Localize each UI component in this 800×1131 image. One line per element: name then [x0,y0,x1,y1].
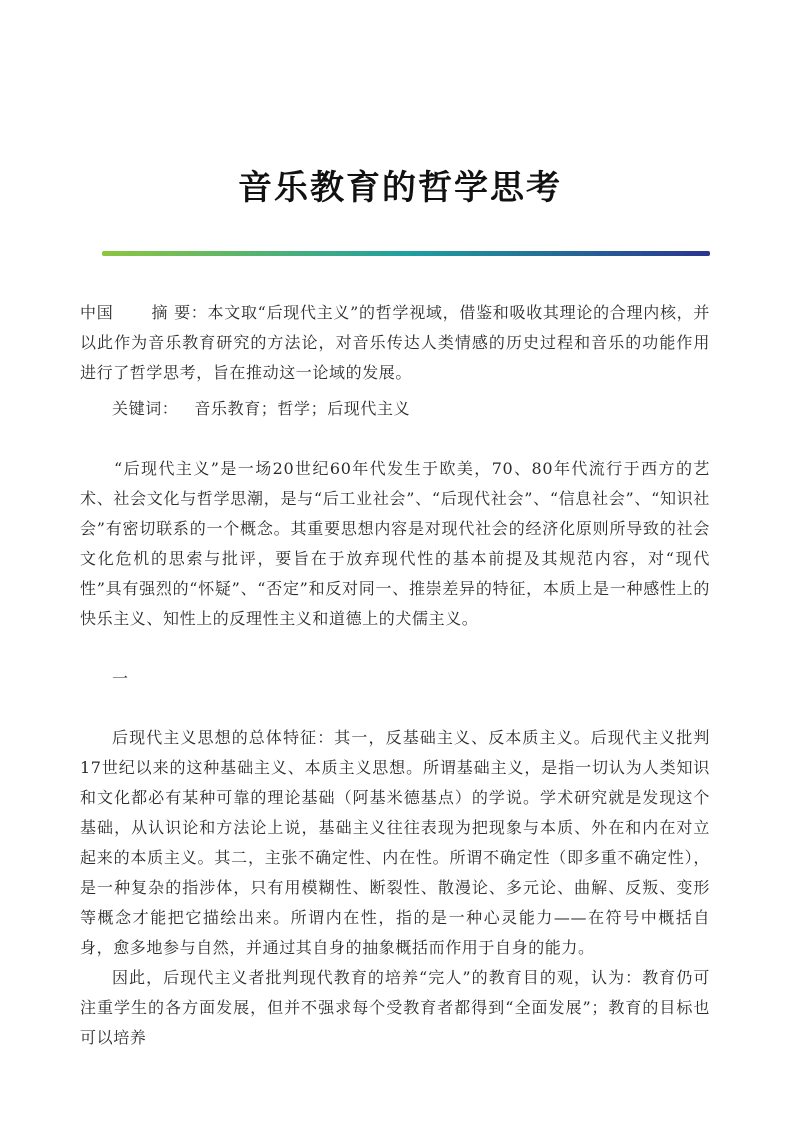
keywords-value: 音乐教育；哲学；后现代主义 [194,399,411,418]
document-title: 音乐教育的哲学思考 [238,168,562,208]
section-paragraph: 后现代主义思想的总体特征：其一，反基础主义、反本质主义。后现代主义批判17世纪以来的这种基础主义、本质主义思想。所谓基础主义，是指一切认为人类知识和文化都必有某种可靠的理论基础（阿基米德基点）的学说。学术研究就是发现这个基础，从认识论和方法论上说，基础主义往往表现为把现象与本质、外在和内在对立起来的本质主义。其二，主张不确定性、内在性。所谓不确定性（即多重不确定性），是一种复杂的指涉体，只有用模糊性、断裂性、散漫论、多元论、曲解、反叛、变形等概念才能把它描绘出来。所谓内在性，指的是一种心灵能力——在符号中概括自身，愈多地参与自然，并通过其自身的抽象概括而作用于自身的能力。 [80,728,710,957]
abstract [80,298,710,388]
keywords [112,394,410,424]
section-paragraph: 因此，后现代主义者批判现代教育的培养“完人”的教育目的观，认为：教育仍可注重学生的各方面发展，但并不强求每个受教育者都得到“全面发展”；教育的目标也可以培养 [80,968,710,1047]
keywords-label: 关键词： [112,399,179,418]
abstract-label: 摘 要： [151,303,208,322]
section-heading: 一 [112,669,129,688]
intro-paragraph: “后现代主义”是一场20世纪60年代发生于欧美，70、80年代流行于西方的艺术、社会文化与哲学思潮，是与“后工业社会”、“后现代社会”、“信息社会”、“知识社会”有密切联系的一个概念。其重要思想内容是对现代社会的经济化原则所导致的社会文化危机的思索与批评，要旨在于放弃现代性的基本前提及其规范内容，对“现代性”具有强烈的“怀疑”、“否定”和反对同一、推崇差异的特征，本质上是一种感性上的快乐主义、知性上的反理性主义和道德上的犬儒主义。 [80,459,710,628]
abstract-source: 中国 [80,303,114,322]
title-divider [102,251,710,256]
abstract-text: 本文取“后现代主义”的哲学视域，借鉴和吸收其理论的合理内核，并以此作为音乐教育研究的方法论，对音乐传达人类情感的历史过程和音乐的功能作用进行了哲学思考，旨在推动这一论域的发展。 [80,303,710,382]
